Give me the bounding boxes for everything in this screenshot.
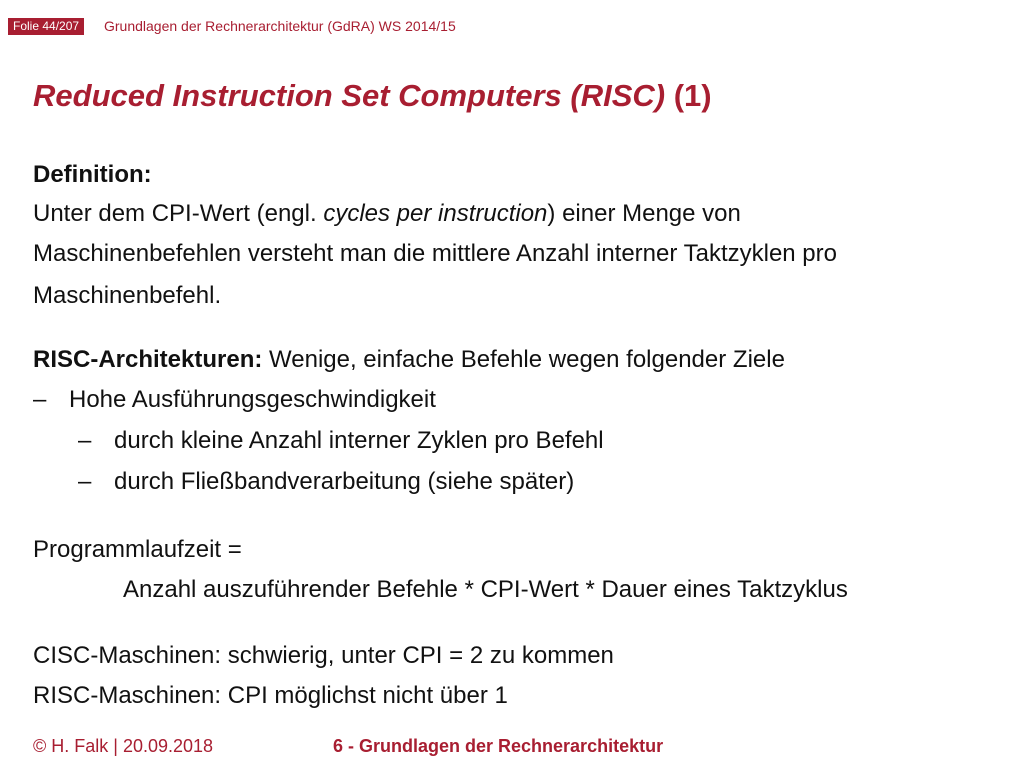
risc-architectures-label: RISC-Architekturen: (33, 346, 263, 373)
slide-title-main: Reduced Instruction Set Computers (RISC) (33, 78, 666, 113)
dash-marker: – (78, 427, 92, 454)
slide-title-suffix: (1) (665, 78, 712, 113)
definition-heading: Definition: (33, 161, 152, 188)
sub-bullet-cycles (78, 426, 604, 456)
dash-marker: – (78, 468, 92, 495)
dash-marker: – (33, 386, 47, 413)
definition-line-1-italic: cycles per instruction (323, 200, 548, 227)
definition-line-3: Maschinenbefehl. (33, 282, 222, 309)
footer-chapter: 6 - Grundlagen der Rechnerarchitektur (333, 736, 664, 756)
definition-line-1-post: ) einer Menge von (547, 200, 741, 227)
definition-line-1 (33, 199, 741, 229)
sub-bullet-cycles-text: durch kleine Anzahl interner Zyklen pro Befehl (114, 427, 604, 454)
bullet-speed (33, 385, 436, 415)
course-title: Grundlagen der Rechnerarchitektur (GdRA) WS 2014/15 (104, 18, 456, 34)
risc-statement: RISC-Maschinen: CPI möglichst nicht über 1 (33, 682, 508, 709)
bullet-speed-text: Hohe Ausführungsgeschwindigkeit (69, 386, 436, 413)
sub-bullet-pipelining-text: durch Fließbandverarbeitung (siehe später) (114, 468, 575, 495)
formula-lhs: Programmlaufzeit = (33, 536, 242, 563)
slide-number-badge: Folie 44/207 (8, 18, 84, 35)
risc-architectures-text: Wenige, einfache Befehle wegen folgender Ziele (262, 346, 785, 373)
risc-architectures-line (33, 345, 785, 375)
footer-author-date: © H. Falk | 20.09.2018 (33, 736, 214, 756)
definition-line-2: Maschinenbefehlen versteht man die mittlere Anzahl interner Taktzyklen pro (33, 240, 837, 267)
definition-line-1-pre: Unter dem CPI-Wert (engl. (33, 200, 324, 227)
sub-bullet-pipelining (78, 467, 574, 497)
formula-rhs: Anzahl auszuführender Befehle * CPI-Wert * Dauer eines Taktzyklus (123, 576, 848, 603)
slide-title (33, 76, 712, 116)
cisc-statement: CISC-Maschinen: schwierig, unter CPI = 2 zu kommen (33, 642, 614, 669)
